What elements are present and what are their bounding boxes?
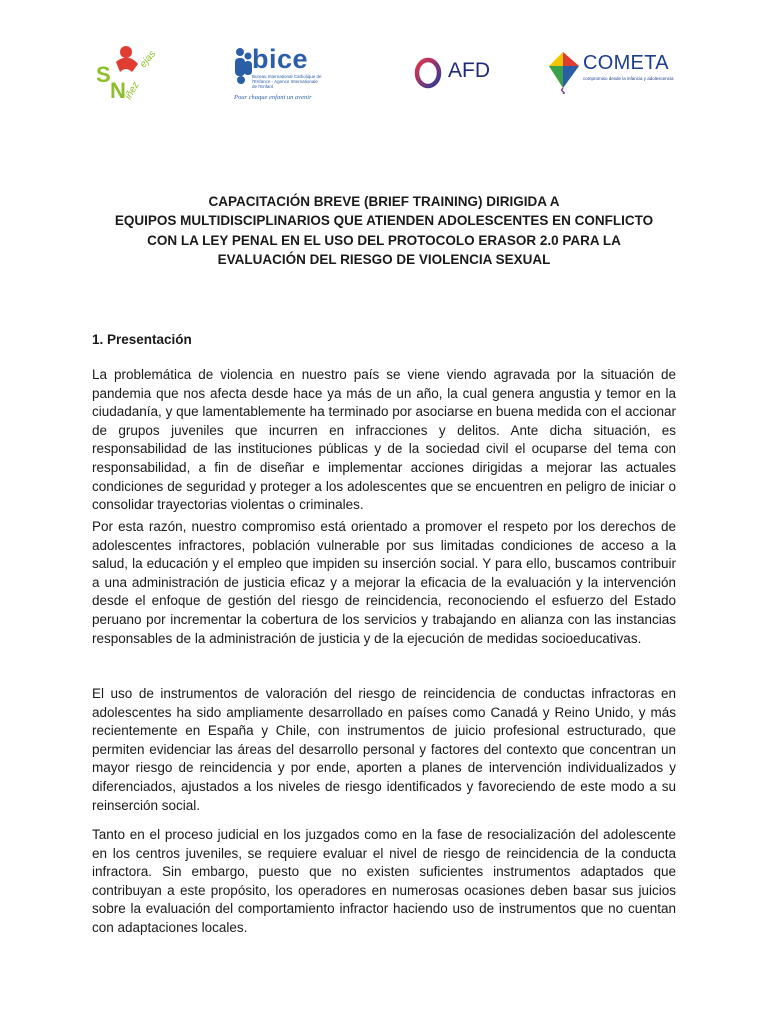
sn-letter-n: N xyxy=(110,78,126,103)
afd-logo xyxy=(412,56,492,92)
section-heading: 1. Presentación xyxy=(92,332,192,347)
sn-logo xyxy=(92,42,164,104)
sn-word-2: ejas xyxy=(137,48,159,70)
title-line: EQUIPOS MULTIDISCIPLINARIOS QUE ATIENDEN ADOLESCENTES EN CONFLICTO xyxy=(114,213,654,229)
afd-ring-icon xyxy=(412,56,444,90)
paragraph: Tanto en el proceso judicial en los juzgados como en la fase de resocialización del adolescente en los centros juveniles, se requiere evaluar el nivel de riesgo de reincidencia de la conducta infractora. Sin embargo, puesto que no existen suficientes instrumentos adaptados que contribuyan a este propósito, los operadores en numerosas ocasiones deben basar sus juicios sobre la evaluación del comportamiento infractor haciendo uso de instrumentos que no cuentan con adaptaciones locales. xyxy=(92,827,676,935)
bice-wordmark: bice xyxy=(252,44,309,74)
afd-wordmark: AFD xyxy=(448,59,490,82)
paragraph: La problemática de violencia en nuestro país se viene viendo agravada por la situación de pandemia que nos afecta desde hace ya más de un año, la cual genera angustia y temor en la ciudadanía, y que lamentablemente ha terminado por asociarse en buena medida con el accionar de grupos juveniles que incurren en infracciones y delitos. Ante dicha situación, es responsabilidad de las instituciones públicas y de la sociedad civil el ocuparse del tema con responsabilidad, a fin de diseñar e implementar acciones dirigidas a mejorar las actuales condiciones de seguridad y proteger a los adolescentes que se encuentren en peligro de iniciar o consolidar trayectorias violentas o criminales. xyxy=(92,367,676,513)
bice-children-icon xyxy=(232,46,254,90)
paragraph: Por esta razón, nuestro compromiso está orientado a promover el respeto por los derechos de adolescentes infractores, población vulnerable por sus limitadas condiciones de acceso a la salud, la educación y el empleo que impiden su inserción social. Y para ello, buscamos contribuir a una administración de justicia eficaz y a mejorar la eficacia de la evaluación y la intervención desde el enfoque de gestión del riesgo de reincidencia, reconociendo el esfuerzo del Estado peruano por incrementar la cobertura de los servicios y trabajando en alianza con las instancias responsables de la administración de justicia y de la ejecución de medidas socioeducativas. xyxy=(92,519,676,646)
title-line: CAPACITACIÓN BREVE (BRIEF TRAINING) DIRIGIDA A xyxy=(208,194,560,209)
cometa-wordmark: COMETA xyxy=(583,52,669,74)
kite-icon xyxy=(545,50,583,94)
title-line: CON LA LEY PENAL EN EL USO DEL PROTOCOLO ERASOR 2.0 PARA LA xyxy=(147,232,621,248)
bice-tagline: Pour chaque enfant un avenir xyxy=(234,94,312,101)
title-line: EVALUACIÓN DEL RIESGO DE VIOLENCIA SEXUAL xyxy=(217,251,551,267)
sn-letter-s: S xyxy=(96,62,111,87)
cometa-subtitle: compromiso desde la infancia y adolescencia xyxy=(583,76,674,81)
sn-word-1: iñez xyxy=(123,80,142,102)
logo-bar xyxy=(0,38,768,108)
document-title xyxy=(80,192,688,269)
bice-logo xyxy=(232,44,327,104)
sn-logo-graphic xyxy=(92,42,164,104)
paragraph: El uso de instrumentos de valoración del riesgo de reincidencia de conductas infractoras en adolescentes ha sido ampliamente desarrollado en países como Canadá y Reino Unido, y más recientemente en España y Chile, con instrumentos de juicio profesional estructurado, que permiten evidenciar las áreas del desarrollo personal y factores del contexto que concentran un mayor riesgo de reincidencia y por ende, aporten a planes de intervención individualizados y diferenciados, ajustados a los niveles de riesgo identificados y favoreciendo de este modo a su reinserción social. xyxy=(92,686,676,813)
bice-subtitle: Bureau International Catholique de l'Enfance · Agence Internationale de l'Enfant xyxy=(252,74,322,89)
cometa-logo xyxy=(545,50,680,100)
